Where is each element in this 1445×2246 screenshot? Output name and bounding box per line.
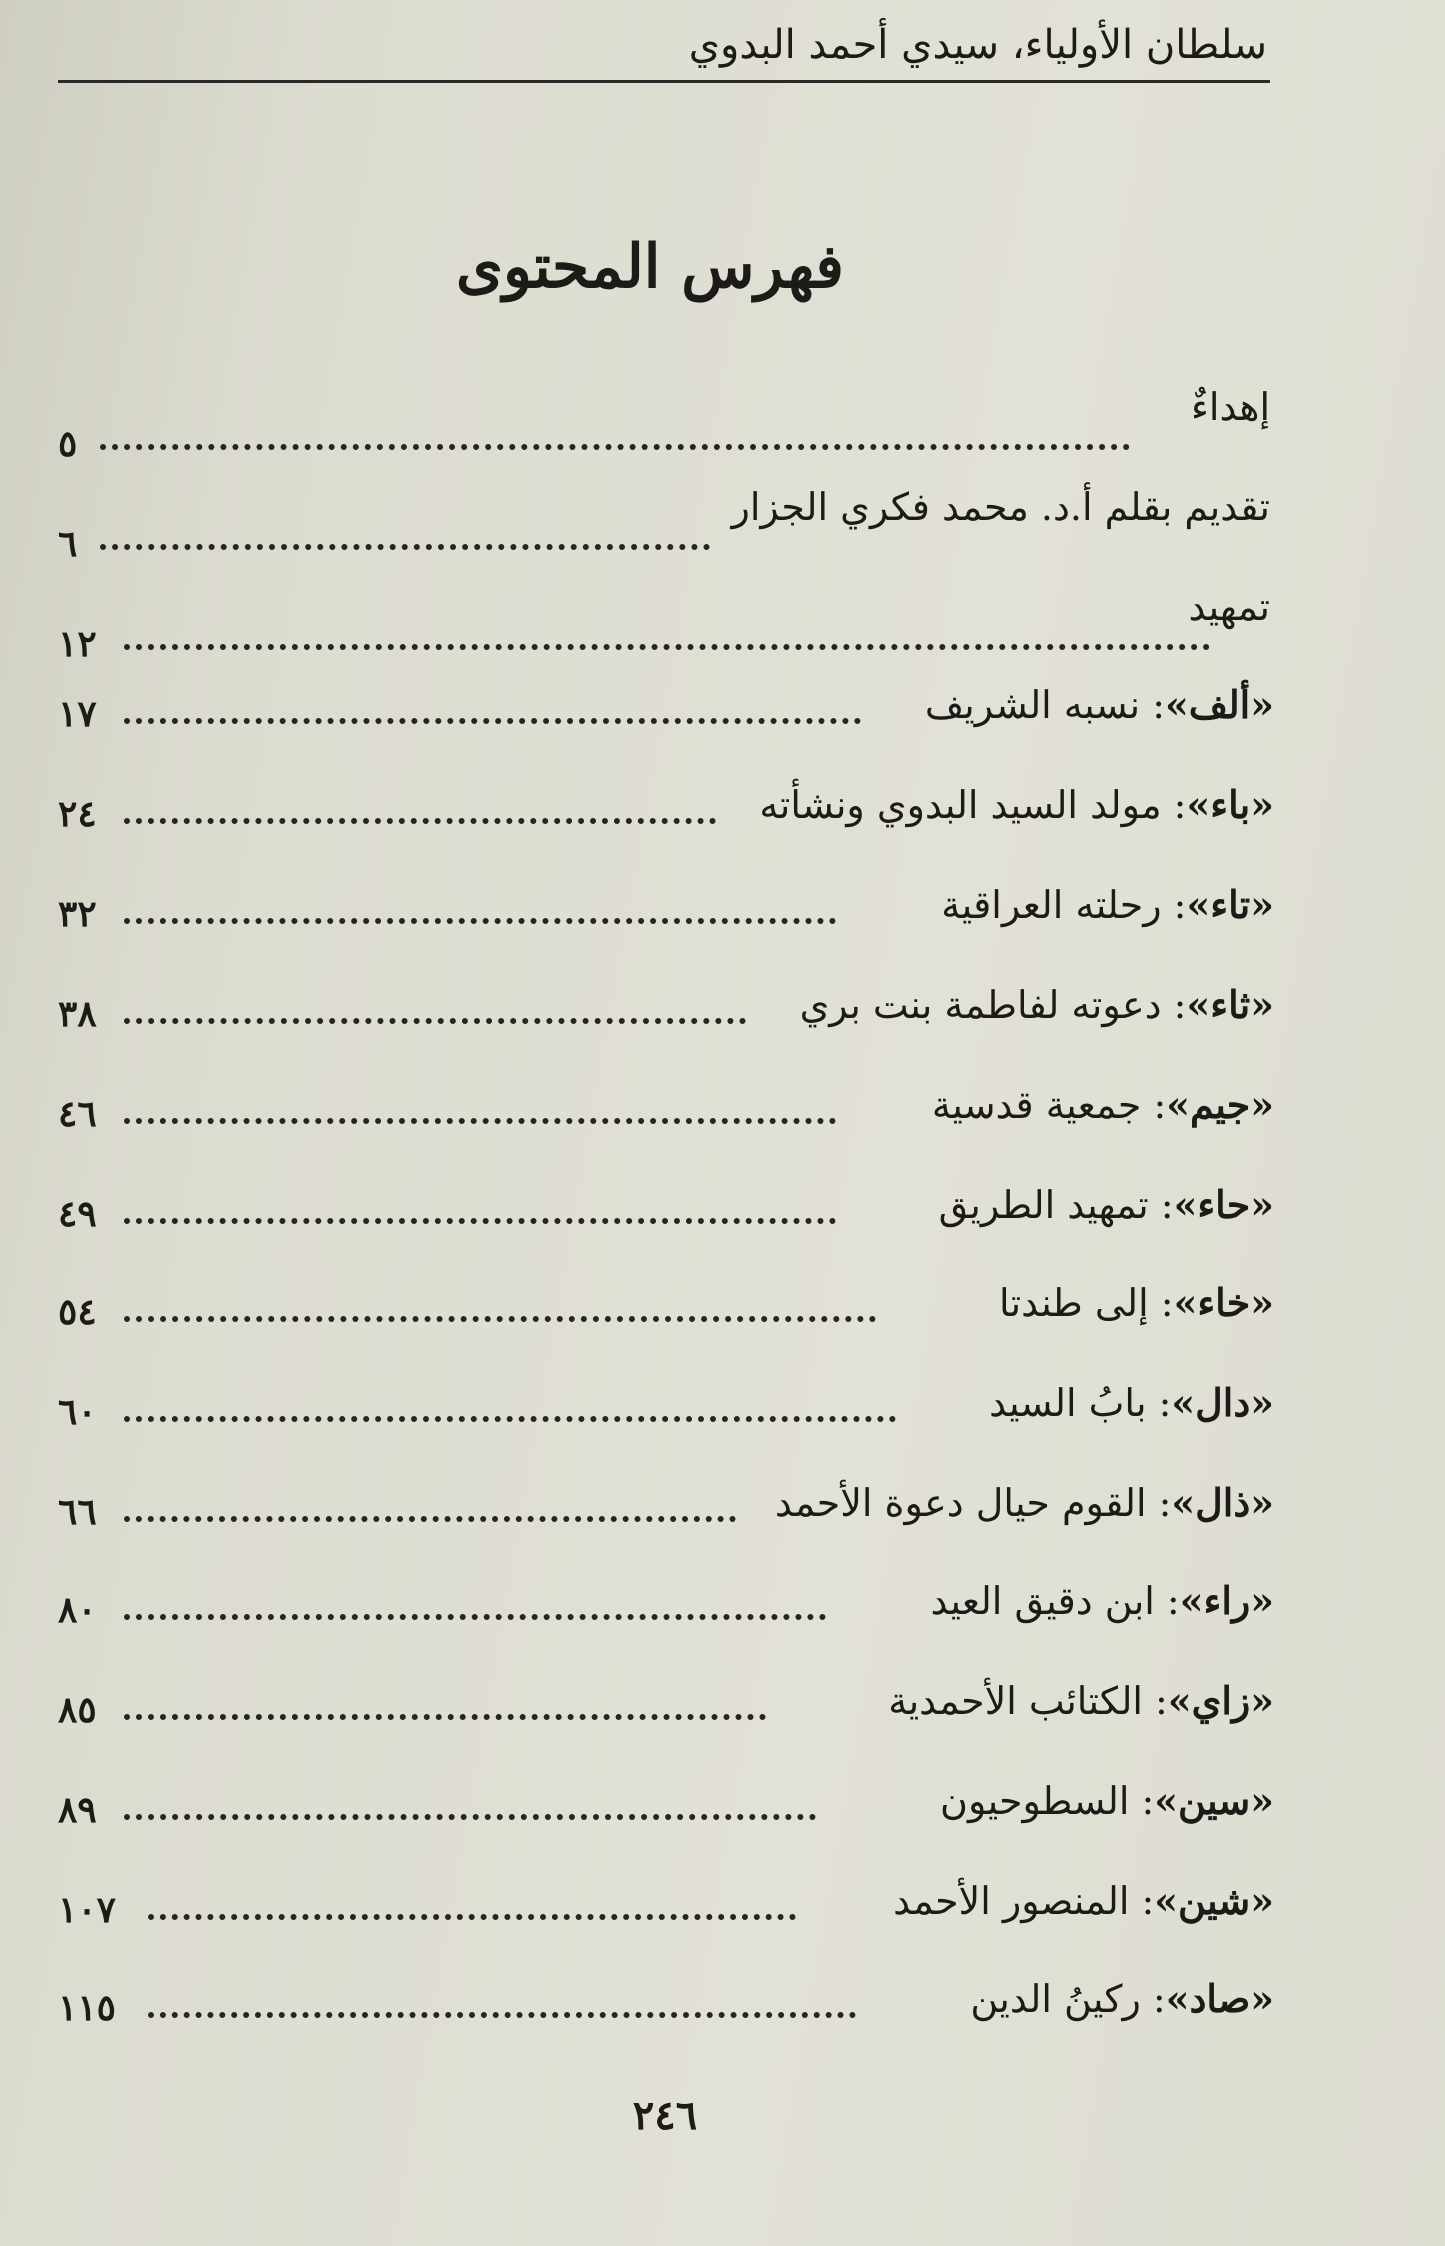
header-rule [58, 80, 1270, 83]
toc-entry-label [888, 1676, 1274, 1726]
toc-entry-label [775, 1478, 1274, 1528]
dot-leader [124, 1516, 736, 1522]
toc-entry [58, 1676, 1274, 1758]
toc-entry [58, 780, 1274, 862]
toc-page-number: ٦٦ [58, 1491, 97, 1533]
dot-leader [100, 444, 1130, 450]
page-number: ٢٤٦ [632, 2092, 698, 2139]
toc-entry-label [925, 680, 1274, 730]
toc-entry [58, 1876, 1274, 1958]
toc-page-number: ١٠٧ [58, 1889, 117, 1931]
toc-page-number: ٨٥ [58, 1689, 97, 1731]
toc-entry [58, 1278, 1274, 1360]
toc-entry [58, 1080, 1274, 1162]
toc-entry-title: : نسبه الشريف [924, 683, 1166, 727]
toc-entry-title: : السطوحيون [940, 1779, 1155, 1823]
toc-entry [58, 482, 1270, 564]
toc-entry-label [1191, 382, 1270, 432]
dot-leader [124, 918, 836, 924]
toc-page-number: ٨٩ [58, 1789, 97, 1831]
dot-leader [124, 644, 1210, 650]
toc-entry [58, 1974, 1274, 2056]
dot-leader [124, 718, 861, 724]
toc-entry-label [940, 1776, 1274, 1826]
toc-entry-label [941, 880, 1274, 930]
toc-entry [58, 880, 1274, 962]
toc-entry-letter: «جيم» [1166, 1082, 1274, 1127]
toc-entry-title: : دعوته لفاطمة بنت بري [799, 983, 1187, 1027]
toc-page-number: ٤٩ [58, 1193, 97, 1235]
toc-entry-title: : بابُ السيد [989, 1381, 1172, 1425]
dot-leader [124, 1118, 836, 1124]
dot-leader [124, 1316, 876, 1322]
toc-entry-letter: «شين» [1154, 1878, 1274, 1923]
toc-entry-letter: «دال» [1171, 1380, 1274, 1425]
toc-entry-label [939, 1180, 1274, 1230]
toc-entry-letter: «تاء» [1186, 882, 1274, 927]
running-head: سلطان الأولياء، سيدي أحمد البدوي [688, 22, 1267, 68]
toc-entry-title: : ابن دقيق العيد [930, 1579, 1180, 1623]
toc-entry-letter: «ذال» [1171, 1480, 1274, 1525]
toc-page-number: ١٧ [58, 693, 97, 735]
toc-entry-letter: «حاء» [1173, 1182, 1274, 1227]
toc-entry-label [970, 1974, 1274, 2024]
toc-page-number: ١٢ [58, 623, 97, 665]
dot-leader [124, 1814, 816, 1820]
toc-page-number: ٥٤ [58, 1291, 97, 1333]
toc-entry-label [1189, 582, 1270, 632]
toc-entry [58, 382, 1270, 464]
toc-entry-title: : تمهيد الطريق [938, 1183, 1174, 1227]
toc-page-number: ١١٥ [58, 1987, 117, 2029]
toc-entry-title: تقديم بقلم أ.د. محمد فكري الجزار [731, 485, 1270, 529]
page-title: فهرس المحتوى [455, 232, 844, 302]
dot-leader [148, 1914, 796, 1920]
toc-entry-letter: «ثاء» [1186, 982, 1274, 1027]
toc-page-number: ٢٤ [58, 793, 97, 835]
toc-entry [58, 1180, 1274, 1262]
toc-entry-label [989, 1378, 1274, 1428]
toc-entry-title: : ركينُ الدين [970, 1977, 1166, 2021]
toc-entry-title: تمهيد [1188, 585, 1270, 629]
dot-leader [100, 544, 710, 550]
dot-leader [148, 2012, 856, 2018]
toc-page-number: ٦٠ [58, 1391, 97, 1433]
toc-entry-letter: «راء» [1179, 1578, 1274, 1623]
dot-leader [124, 1614, 826, 1620]
toc-entry-title: : المنصور الأحمد [893, 1879, 1155, 1923]
toc-entry [58, 1776, 1274, 1858]
toc-page-number: ٣٨ [58, 993, 97, 1035]
toc-entry [58, 680, 1274, 762]
toc-entry-label [893, 1876, 1274, 1926]
toc-entry-label [800, 980, 1274, 1030]
toc-page-number: ٦ [58, 523, 78, 565]
dot-leader [124, 1218, 836, 1224]
toc-entry-letter: «زاي» [1167, 1678, 1274, 1723]
toc-entry-title: إهداءٌ [1191, 385, 1270, 429]
toc-entry [58, 1478, 1274, 1560]
toc-entry-label [999, 1278, 1274, 1328]
toc-entry-letter: «ألف» [1165, 682, 1274, 727]
toc-entry [58, 1378, 1274, 1460]
toc-entry-title: : إلى طندتا [998, 1281, 1174, 1325]
toc-entry-title: : القوم حيال دعوة الأحمد [774, 1481, 1172, 1525]
toc-entry-title: : الكتائب الأحمدية [888, 1679, 1168, 1723]
toc-entry-letter: «خاء» [1173, 1280, 1274, 1325]
toc-page-number: ٣٢ [58, 893, 97, 935]
toc-entry-label [759, 780, 1274, 830]
toc-entry [58, 1576, 1274, 1658]
dot-leader [124, 1714, 766, 1720]
toc-entry-letter: «باء» [1186, 782, 1274, 827]
dot-leader [124, 1416, 896, 1422]
toc-entry-title: : مولد السيد البدوي ونشأته [759, 783, 1187, 827]
toc-page-number: ٤٦ [58, 1093, 97, 1135]
toc-entry-label [930, 1576, 1274, 1626]
toc-entry [58, 582, 1270, 664]
toc-entry-letter: «صاد» [1165, 1976, 1274, 2021]
dot-leader [124, 818, 716, 824]
toc-entry-title: : رحلته العراقية [941, 883, 1187, 927]
toc-entry [58, 980, 1274, 1062]
dot-leader [124, 1018, 746, 1024]
toc-entry-title: : جمعية قدسية [931, 1083, 1167, 1127]
toc-page-number: ٨٠ [58, 1589, 97, 1631]
toc-entry-letter: «سين» [1154, 1778, 1274, 1823]
toc-page-number: ٥ [58, 423, 78, 465]
toc-entry-label [932, 1080, 1274, 1130]
toc-entry-label [731, 482, 1270, 532]
